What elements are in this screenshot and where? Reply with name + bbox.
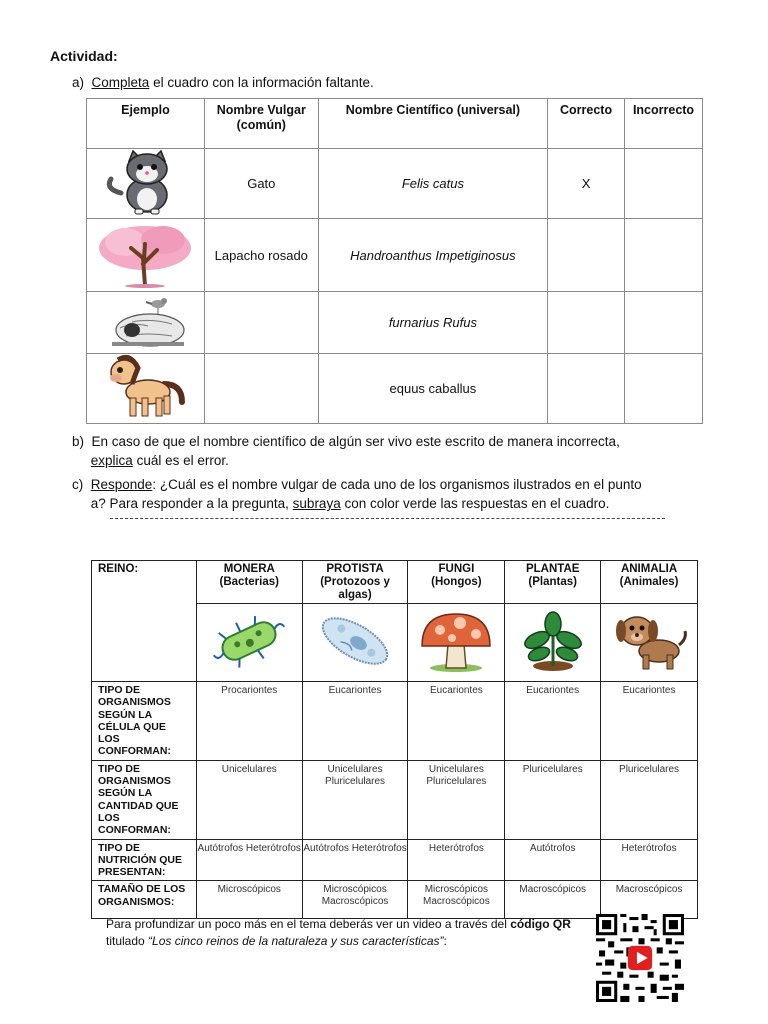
item-label-b: b) — [72, 434, 85, 449]
species-table — [86, 98, 703, 424]
dog-icon — [601, 604, 698, 682]
dashed-divider — [110, 518, 665, 519]
kingdom-header-fungi — [408, 561, 505, 604]
bacteria-icon — [196, 604, 302, 682]
instruction-c — [72, 475, 704, 513]
table-cell: Eucariontes — [601, 682, 698, 761]
footer-text-2: titulado — [106, 934, 145, 948]
kingdoms-header-row — [92, 561, 698, 604]
footer-text: Para profundizar un poco más en el tema deberás ver un video a través del — [106, 917, 507, 931]
table-cell: Pluricelulares — [505, 760, 601, 839]
scientific-name-cell: Felis catus — [318, 149, 547, 219]
kingdom-name: ANIMALIA — [620, 563, 678, 575]
instruction-b-text: En caso de que el nombre científico de algún ser vivo este escrito de manera incorrecta, — [91, 434, 620, 449]
scientific-name-cell: equus caballus — [318, 354, 547, 424]
row-label-celula: TIPO DE ORGANISMOS SEGÚN LA CÉLULA QUE LOS CONFORMAN: — [92, 682, 197, 761]
kingdom-sub: (Animales) — [619, 576, 679, 588]
header-nombre-vulgar: Nombre Vulgar (común) — [204, 99, 318, 149]
table-cell: Unicelulares — [196, 760, 302, 839]
common-name-cell — [204, 354, 318, 424]
activity-title: Actividad: — [50, 48, 118, 64]
kingdom-name: MONERA — [223, 563, 275, 575]
table-cell: Heterótrofos — [408, 839, 505, 881]
ovenbird-nest-icon — [87, 292, 205, 354]
table-cell: Eucariontes — [408, 682, 505, 761]
table-row — [92, 839, 698, 881]
table-cell: Unicelulares Pluricelulares — [408, 760, 505, 839]
common-name-cell — [204, 292, 318, 354]
common-name-cell: Lapacho rosado — [204, 219, 318, 292]
table-row — [92, 760, 698, 839]
common-name-cell: Gato — [204, 149, 318, 219]
footer-colon: : — [443, 934, 447, 948]
horse-icon — [87, 354, 205, 424]
footer-note — [106, 916, 571, 950]
kingdom-sub: (Plantas) — [528, 576, 577, 588]
correct-cell — [548, 219, 625, 292]
row-label-tamano: TAMAÑO DE LOS ORGANISMOS: — [92, 881, 197, 919]
table-cell: Pluricelulares — [601, 760, 698, 839]
header-ejemplo: Ejemplo — [87, 99, 205, 149]
instruction-c-text: a? Para responder a la pregunta, — [90, 496, 289, 511]
kingdom-header-animalia — [601, 561, 698, 604]
kingdom-header-plantae — [505, 561, 601, 604]
scientific-name-cell: furnarius Rufus — [318, 292, 547, 354]
header-incorrecto: Incorrecto — [625, 99, 703, 149]
table-cell: Unicelulares Pluricelulares — [302, 760, 408, 839]
kingdom-sub: (Protozoos y algas) — [320, 576, 390, 601]
video-title: “Los cinco reinos de la naturaleza y sus características” — [148, 934, 444, 948]
kingdom-sub: (Bacterias) — [219, 576, 279, 588]
verb-completa: Completa — [91, 75, 150, 90]
pink-tree-icon — [87, 219, 205, 292]
instruction-c-rest: con color verde las respuestas en el cuadro. — [344, 496, 610, 511]
table-cell: Microscópicos — [196, 881, 302, 919]
table-cell: Eucariontes — [302, 682, 408, 761]
cat-icon — [87, 149, 205, 219]
table-cell: Autótrofos — [505, 839, 601, 881]
kingdom-name: PLANTAE — [525, 563, 580, 575]
incorrect-cell — [625, 149, 703, 219]
kingdom-header-protista — [302, 561, 408, 604]
table-cell: Eucariontes — [505, 682, 601, 761]
table-cell: Autótrofos Heterótrofos — [196, 839, 302, 881]
kingdom-name: FUNGI — [438, 563, 475, 575]
incorrect-cell — [625, 219, 703, 292]
table-row — [87, 292, 703, 354]
row-label-nutricion: TIPO DE NUTRICIÓN QUE PRESENTAN: — [92, 839, 197, 881]
incorrect-cell — [625, 354, 703, 424]
kingdom-sub: (Hongos) — [431, 576, 482, 588]
table-cell: Macroscópicos — [505, 881, 601, 919]
instruction-a-text: el cuadro con la información faltante. — [153, 75, 374, 90]
table-row — [87, 219, 703, 292]
table-row — [92, 682, 698, 761]
verb-explica: explica — [90, 453, 133, 468]
table-cell: Autótrofos Heterótrofos — [302, 839, 408, 881]
row-label-cantidad: TIPO DE ORGANISMOS SEGÚN LA CANTIDAD QUE LOS CONFORMAN: — [92, 760, 197, 839]
mushroom-icon — [408, 604, 505, 682]
header-reino: REINO: — [92, 561, 197, 682]
table-cell: Microscópicos Macroscópicos — [408, 881, 505, 919]
verb-responde: Responde — [90, 477, 153, 492]
table-cell: Macroscópicos — [601, 881, 698, 919]
item-label-c: c) — [72, 477, 84, 492]
instruction-b-rest: cuál es el error. — [136, 453, 229, 468]
species-table-header — [87, 99, 703, 149]
item-label-a: a) — [72, 75, 85, 90]
correct-cell: X — [548, 149, 625, 219]
header-nombre-cientifico: Nombre Científico (universal) — [318, 99, 547, 149]
table-cell: Procariontes — [196, 682, 302, 761]
incorrect-cell — [625, 292, 703, 354]
table-cell: Heterótrofos — [601, 839, 698, 881]
instruction-a — [72, 73, 374, 92]
qr-code-icon[interactable] — [596, 914, 684, 1002]
table-row — [87, 149, 703, 219]
instruction-b — [72, 432, 704, 470]
kingdom-header-monera — [196, 561, 302, 604]
plant-icon — [505, 604, 601, 682]
footer-bold: código QR — [510, 917, 571, 931]
table-cell: Microscópicos Macroscópicos — [302, 881, 408, 919]
table-row — [87, 354, 703, 424]
paramecium-icon — [302, 604, 408, 682]
correct-cell — [548, 354, 625, 424]
correct-cell — [548, 292, 625, 354]
kingdom-name: PROTISTA — [326, 563, 384, 575]
header-correcto: Correcto — [548, 99, 625, 149]
kingdoms-table — [91, 560, 698, 919]
verb-subraya: subraya — [292, 496, 341, 511]
instruction-c-question: : ¿Cuál es el nombre vulgar de cada uno de los organismos ilustrados en el punto — [152, 477, 642, 492]
scientific-name-cell: Handroanthus Impetiginosus — [318, 219, 547, 292]
